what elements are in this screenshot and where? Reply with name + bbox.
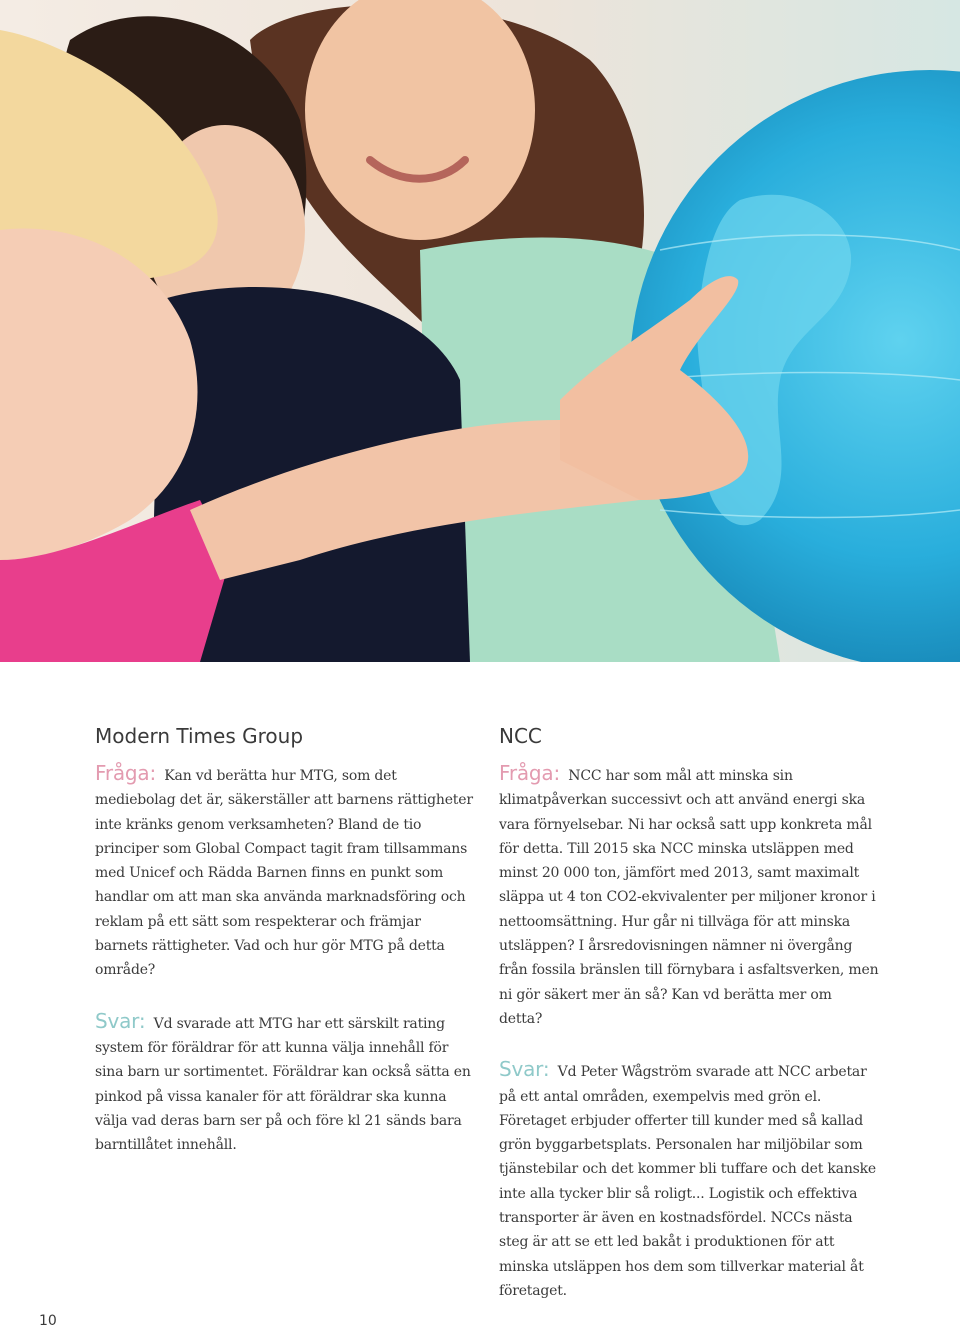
company-heading-mtg: Modern Times Group (95, 724, 304, 748)
hero-photo (0, 0, 960, 662)
fraga-label: Fråga: (499, 761, 561, 785)
answer-text: Vd svarade att MTG har ett särskilt rating system för föräldrar för att kunna välja innehåll för sina barn ur sortimentet. Föräldrar kan också sätta en pinkod på vissa kanaler för att föräldrar ska kunna välja vad deras barn ser på och före kl 21 sänds bara barntillåtet innehåll. (95, 1015, 471, 1154)
answer-paragraph (95, 1009, 475, 1158)
column-ncc (499, 722, 879, 1303)
question-text: Kan vd berätta hur MTG, som det mediebolag det är, säkerställer att barnens rättigheter inte kränks genom verksamheten? Bland de tio principer som Global Compact tagit fram tillsammans med Unicef och Rädda Barnen finns en punkt som handlar om att man ska använda marknadsföring och reklam på ett sätt som respekterar och främjar barnets rättigheter. Vad och hur gör MTG på detta område? (95, 768, 473, 979)
page-number: 10 (39, 1313, 57, 1329)
question-paragraph (499, 761, 879, 1031)
svar-label: Svar: (95, 1008, 146, 1033)
company-heading-ncc: NCC (499, 724, 542, 748)
column-mtg (95, 722, 475, 1157)
svar-label: Svar: (499, 1057, 550, 1082)
answer-paragraph (499, 1057, 879, 1303)
fraga-label: Fråga: (95, 761, 157, 785)
question-paragraph (95, 761, 475, 983)
photo-children-globe-illustration (0, 0, 960, 662)
answer-text: Vd Peter Wågström svarade att NCC arbetar på ett antal områden, exempelvis med grön el. Företaget erbjuder offerter till kunder med så kallad grön byggarbetsplats. Personalen har miljöbilar som tjänstebilar och det kommer bli tuffare och det kanske inte alla tycker blir så roligt... Logistik och effektiva transporter är även en kostnadsfördel. NCCs nästa steg är att se ett led bakåt i produktionen för att minska utsläppen hos dem som tillverkar material åt företaget. (499, 1064, 876, 1299)
question-text: NCC har som mål att minska sin klimatpåverkan successivt och att använd energi ska vara förnyelsebar. Ni har också satt upp konkreta mål för detta. Till 2015 ska NCC minska utsläppen med minst 20 000 ton, jämfört med 2013, samt maximalt släppa ut 4 ton CO2-ekvivalenter per miljoner kronor i nettoomsättning. Hur går ni tillväga för att minska utsläppen? I årsredovisningen nämner ni övergång från fossila bränslen till förnybara i asfaltsverken, men ni gör säkert mer än så? Kan vd berätta mer om detta? (499, 768, 879, 1027)
